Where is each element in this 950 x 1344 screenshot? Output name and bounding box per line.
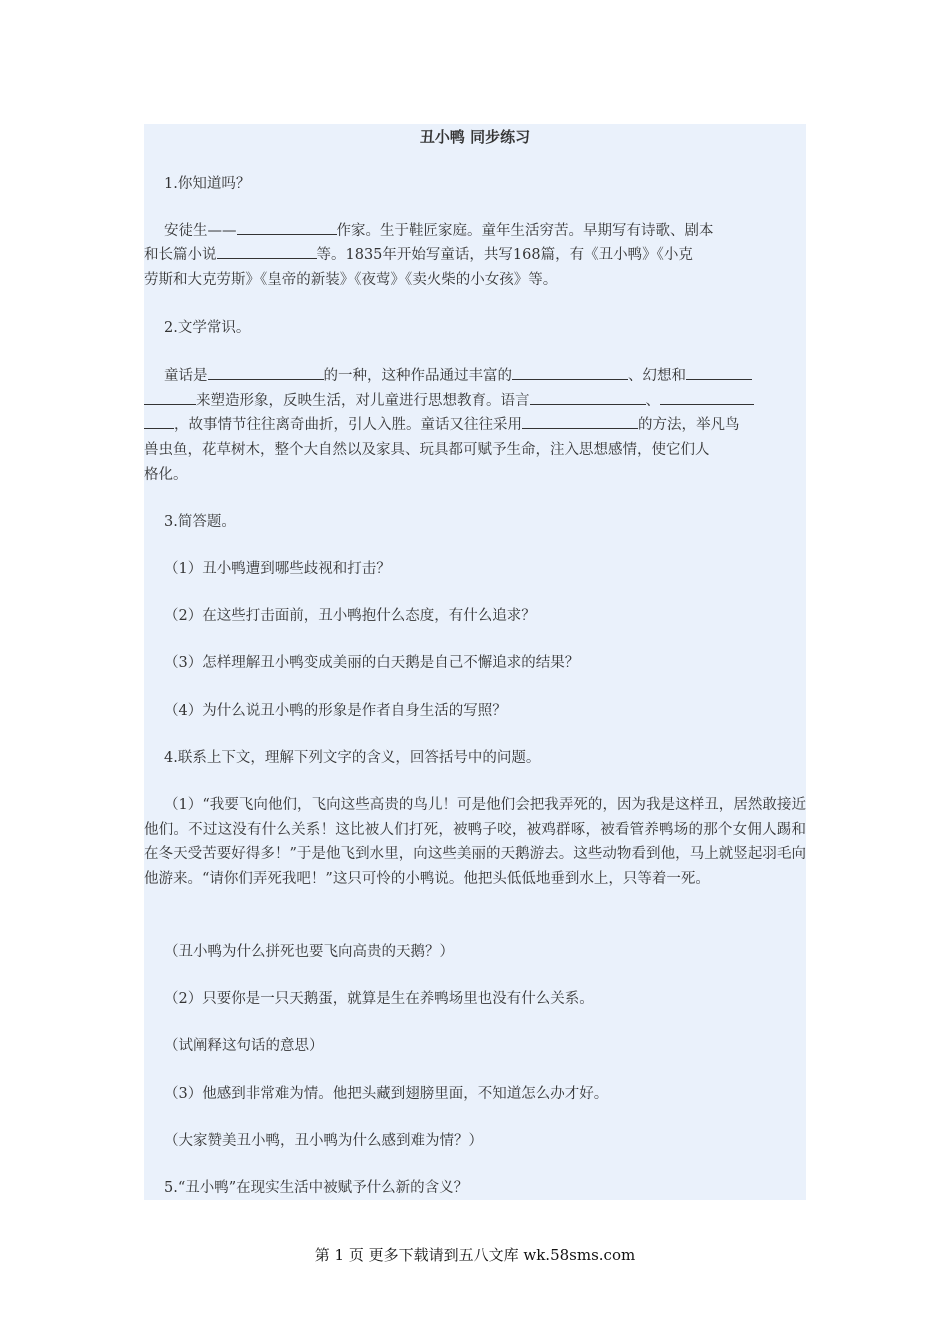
blank [530,390,646,405]
section-1-line-1: 安徒生—— 作家。生于鞋匠家庭。童年生活穷苦。早期写有诗歌、剧本 [144,219,806,243]
blank [217,244,317,259]
page-footer: 第 1 页 更多下载请到五八文库 wk.58sms.com [314,1246,636,1264]
question-3-1: （1）丑小鸭遭到哪些歧视和打击？ [164,561,391,577]
passage-4-1: （1）“我要飞向他们，飞向这些高贵的鸟儿！可是他们会把我弄死的，因为我是这样丑，居然敢接近他们。不过这没有什么关系！这比被人们打死，被鸭子咬，被鸡群啄，被看管养鸭场的那个女佣人踢和在冬天受苦要好得多！”于是他飞到水里，向这些美丽的天鹅游去。这些动物看到他，马上就竖起羽毛向他游来。“请你们弄死我吧！”这只可怜的小鸭说。他把头低低地垂到水上，只等着一死。 [144,797,806,887]
blank [208,365,324,380]
blank [144,414,174,429]
passage-4-2: （2）只要你是一只天鹅蛋，就算是生在养鸭场里也没有什么关系。 [164,991,594,1007]
passage-4-2-question: （试阐释这句话的意思） [164,1038,324,1054]
blank [686,365,752,380]
section-2-line-4: 兽虫鱼，花草树木，整个大自然以及家具、玩具都可赋予生命，注入思想感情，使它们人 [144,442,710,458]
section-2-line-5: 格化。 [144,467,188,483]
section-2-heading: 2.文学常识。 [164,320,251,336]
section-2-line-1: 童话是 的一种，这种作品通过丰富的 、幻想和 [144,364,806,388]
passage-4-1-question: （丑小鸭为什么拼死也要飞向高贵的天鹅？） [164,944,454,960]
question-3-4: （4）为什么说丑小鸭的形象是作者自身生活的写照？ [164,703,507,719]
blank [237,220,337,235]
section-2-line-2: 来塑造形象，反映生活，对儿童进行思想教育。语言 、 [144,389,806,413]
question-3-3: （3）怎样理解丑小鸭变成美丽的白天鹅是自己不懈追求的结果？ [164,655,580,671]
blank [660,390,754,405]
document-title: 丑小鸭 同步练习 [419,128,531,146]
section-1-line-3: 劳斯和大克劳斯》《皇帝的新装》《夜莺》《卖火柴的小女孩》等。 [144,272,558,288]
section-3-heading: 3.简答题。 [164,514,236,530]
section-2-line-3: ，故事情节往往离奇曲折，引人入胜。童话又往往采用 的方法，举凡鸟 [144,413,806,437]
section-5-heading: 5.“丑小鸭”在现实生活中被赋予什么新的含义？ [164,1180,469,1196]
blank [522,414,638,429]
section-4-heading: 4.联系上下文，理解下列文字的含义，回答括号中的问题。 [164,750,541,766]
question-3-2: （2）在这些打击面前，丑小鸭抱什么态度，有什么追求？ [164,608,536,624]
blank [144,390,196,405]
passage-4-3-question: （大家赞美丑小鸭，丑小鸭为什么感到难为情？） [164,1133,483,1149]
section-1-heading: 1.你知道吗？ [164,176,251,192]
passage-4-3: （3）他感到非常难为情。他把头藏到翅膀里面，不知道怎么办才好。 [164,1086,609,1102]
section-1-line-2: 和长篇小说 等。1835年开始写童话，共写168篇，有《丑小鸭》《小克 [144,243,806,267]
blank [512,365,628,380]
